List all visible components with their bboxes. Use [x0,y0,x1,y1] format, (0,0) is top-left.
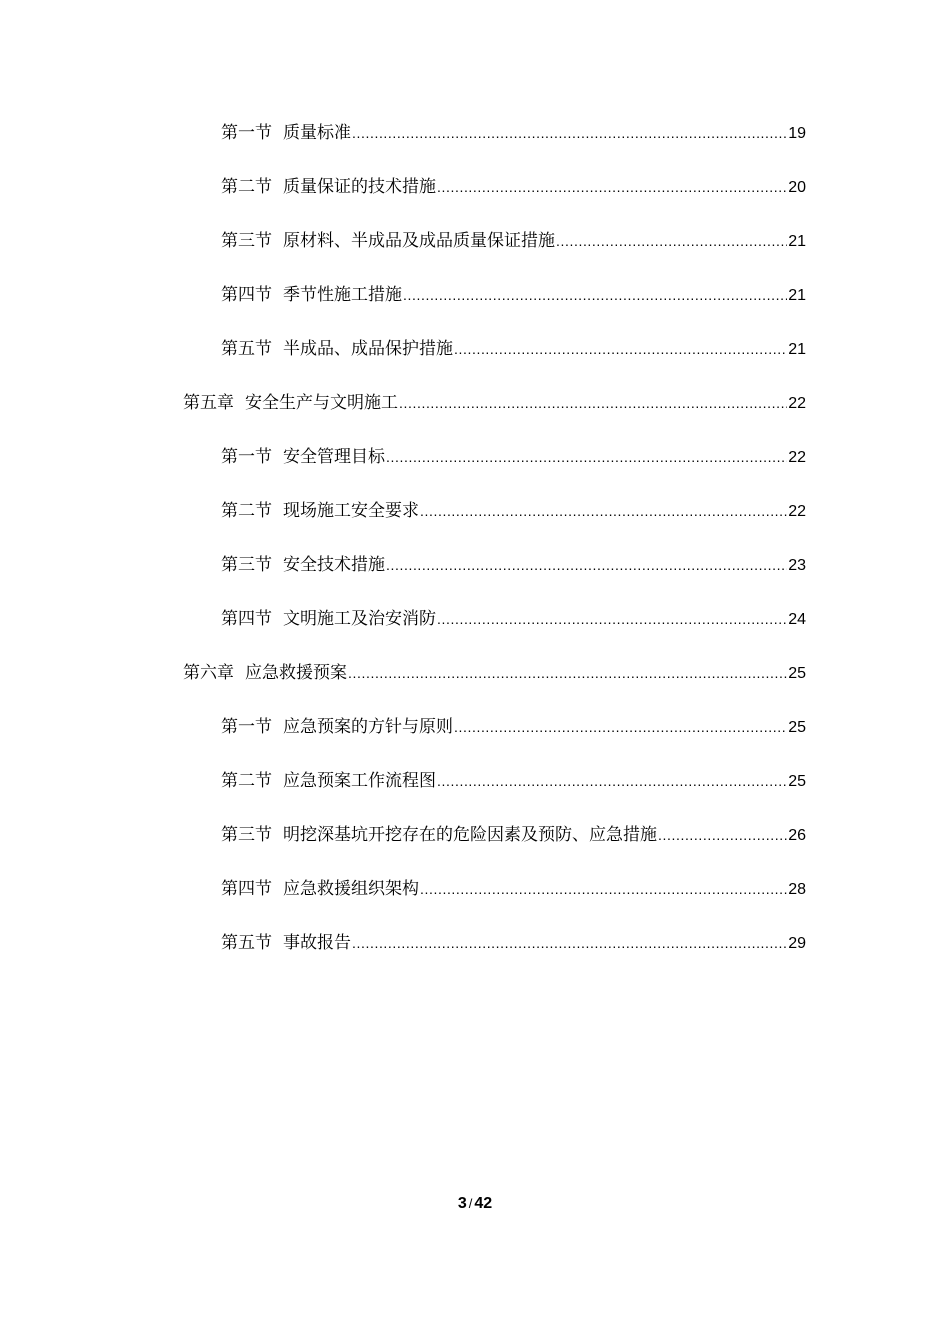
toc-chapter-entry[interactable] [183,391,806,415]
toc-entry-page: 20 [788,179,806,196]
toc-entry-title: 明挖深基坑开挖存在的危险因素及预防、应急措施 [283,825,657,845]
toc-entry-title: 质量保证的技术措施 [283,177,436,197]
toc-entry-page: 28 [788,881,806,898]
toc-entry[interactable] [221,121,806,145]
page-number-footer [0,1193,950,1215]
toc-entry-page: 21 [788,287,806,304]
toc-entry[interactable] [221,229,806,253]
toc-entry-title: 事故报告 [283,933,351,953]
toc-entry-number: 第五节 [221,339,272,359]
toc-entry-page: 29 [788,935,806,952]
toc-entry-title: 安全生产与文明施工 [245,393,398,413]
toc-entry-page: 21 [788,341,806,358]
toc-entry-number: 第三节 [221,231,272,251]
toc-entry-title: 安全管理目标 [283,447,385,467]
toc-entry-number: 第四节 [221,879,272,899]
toc-entry[interactable] [221,337,806,361]
toc-entry[interactable] [221,283,806,307]
toc-dot-leader [437,175,787,199]
toc-entry-number: 第五节 [221,933,272,953]
toc-entry-page: 24 [788,611,806,628]
toc-dot-leader [386,445,787,469]
toc-entry-title: 应急预案工作流程图 [283,771,436,791]
toc-entry-number: 第三节 [221,555,272,575]
toc-dot-leader [420,877,787,901]
toc-entry-title: 原材料、半成品及成品质量保证措施 [283,231,555,251]
toc-entry-number: 第五章 [183,393,234,413]
toc-entry-title: 季节性施工措施 [283,285,402,305]
toc-entry-title: 半成品、成品保护措施 [283,339,453,359]
toc-dot-leader [658,823,787,847]
toc-entry[interactable] [221,607,806,631]
toc-dot-leader [403,283,787,307]
toc-entry-number: 第一节 [221,123,272,143]
toc-entry[interactable] [221,499,806,523]
toc-dot-leader [454,715,787,739]
toc-entry-page: 22 [788,395,806,412]
toc-entry[interactable] [221,445,806,469]
toc-dot-leader [348,661,787,685]
toc-entry-title: 文明施工及治安消防 [283,609,436,629]
toc-entry-title: 应急预案的方针与原则 [283,717,453,737]
toc-entry-page: 19 [788,125,806,142]
toc-entry-number: 第四节 [221,609,272,629]
toc-entry-number: 第二节 [221,501,272,521]
toc-entry-number: 第一节 [221,717,272,737]
toc-entry-number: 第四节 [221,285,272,305]
current-page-number: 3 [457,1195,467,1212]
toc-entry-page: 21 [788,233,806,250]
toc-entry-page: 25 [788,773,806,790]
toc-dot-leader [399,391,787,415]
toc-entry-page: 25 [788,719,806,736]
toc-entry[interactable] [221,769,806,793]
toc-entry[interactable] [221,877,806,901]
toc-dot-leader [556,229,787,253]
toc-entry[interactable] [221,175,806,199]
toc-dot-leader [352,931,787,955]
toc-entry-number: 第一节 [221,447,272,467]
toc-entry-title: 质量标准 [283,123,351,143]
toc-dot-leader [420,499,787,523]
total-pages-number: 42 [474,1195,493,1212]
toc-dot-leader [437,607,787,631]
page-separator: / [468,1196,473,1211]
toc-dot-leader [386,553,787,577]
toc-entry-number: 第三节 [221,825,272,845]
toc-dot-leader [437,769,787,793]
toc-entry-page: 22 [788,503,806,520]
toc-entry-title: 应急救援预案 [245,663,347,683]
toc-entry-title: 安全技术措施 [283,555,385,575]
toc-entry[interactable] [221,823,806,847]
toc-entry-number: 第二节 [221,771,272,791]
toc-entry-page: 22 [788,449,806,466]
toc-entry-number: 第六章 [183,663,234,683]
toc-entry-page: 26 [788,827,806,844]
toc-entry[interactable] [221,715,806,739]
toc-chapter-entry[interactable] [183,661,806,685]
toc-entry-number: 第二节 [221,177,272,197]
toc-entry[interactable] [221,931,806,955]
toc-entry-title: 现场施工安全要求 [283,501,419,521]
toc-entry-title: 应急救援组织架构 [283,879,419,899]
toc-dot-leader [352,121,787,145]
toc-entry-page: 25 [788,665,806,682]
toc-entry[interactable] [221,553,806,577]
toc-dot-leader [454,337,787,361]
toc-entry-page: 23 [788,557,806,574]
